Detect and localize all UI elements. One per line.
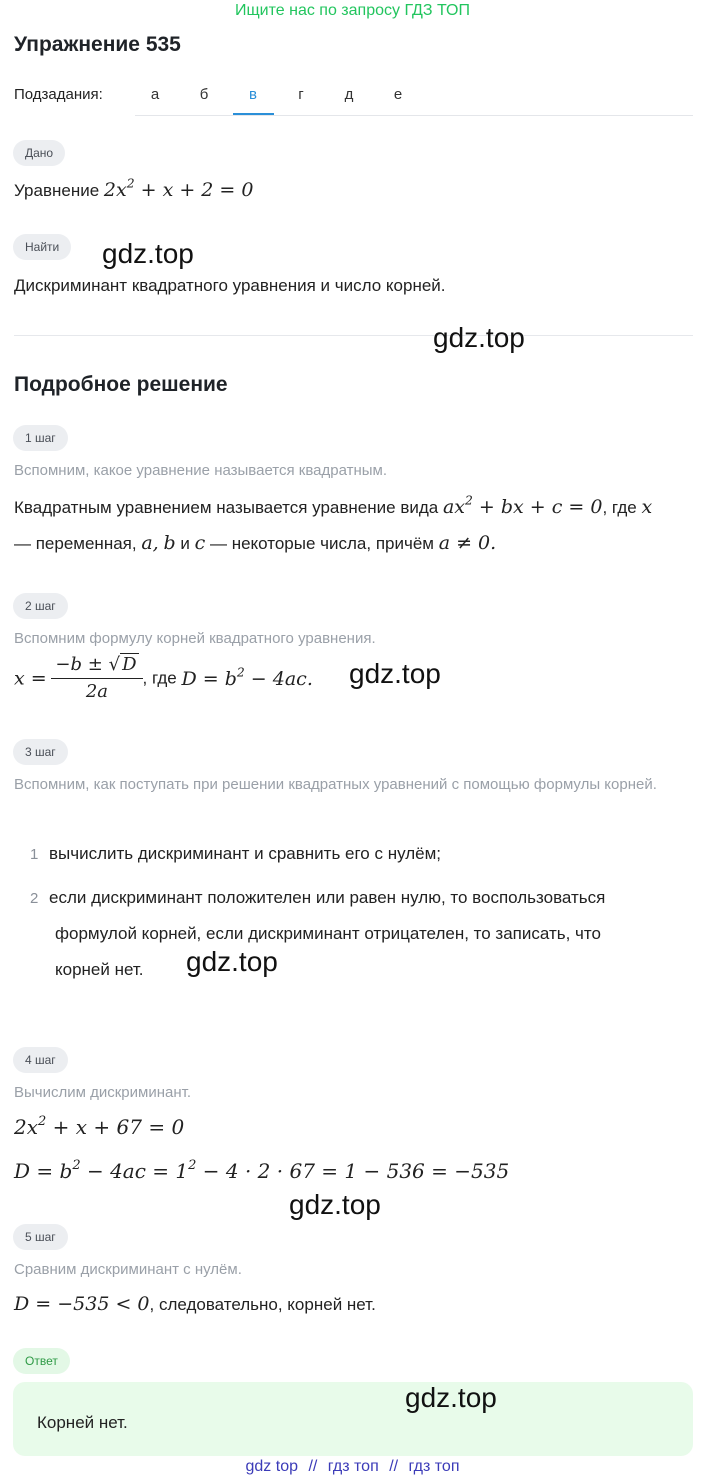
promo-banner: Ищите нас по запросу ГДЗ ТОП — [235, 2, 470, 19]
solution-heading: Подробное решение — [14, 373, 228, 396]
step-1-line-2: — переменная, a, b и c — некоторые числа, причём a ≠ 0. — [14, 532, 497, 554]
tabs-divider — [135, 115, 693, 116]
watermark: gdz.top — [186, 946, 278, 977]
tab-g[interactable]: г — [298, 86, 304, 103]
find-text: Дискриминант квадратного уравнения и число корней. — [14, 276, 446, 295]
watermark: gdz.top — [349, 658, 441, 689]
tab-a[interactable]: а — [150, 86, 160, 103]
footer-link-2[interactable]: гдз топ — [327, 1458, 379, 1475]
step-4-equation: $2x^2 + x + 67 = 0$ — [14, 1113, 185, 1139]
step-5-badge: 5 шаг — [13, 1224, 68, 1250]
step-2-hint: Вспомним формулу корней квадратного уравнения. — [14, 630, 376, 647]
watermark: gdz.top — [289, 1189, 381, 1220]
answer-badge: Ответ — [13, 1348, 70, 1374]
watermark: gdz.top — [102, 238, 194, 269]
step-3-hint: Вспомним, как поступать при решении квадратных уравнений с помощью формулы корней. — [14, 776, 657, 793]
step-3-item-2-line-3: корней нет. — [55, 960, 144, 979]
step-4-discriminant: $D = b^2 - 4ac = 1^2 - 4 \cdot 2 \cdot 67 = 1 - 536 = -535$ — [14, 1157, 510, 1183]
step-4-hint: Вычислим дискриминант. — [14, 1084, 191, 1101]
step-2-badge: 2 шаг — [13, 593, 68, 619]
page-title: Упражнение 535 — [14, 33, 181, 56]
tab-e[interactable]: е — [393, 86, 403, 103]
active-tab-underline — [233, 113, 274, 115]
footer-link-1[interactable]: gdz top — [245, 1458, 298, 1475]
step-5-conclusion: D = −535 < 0, следовательно, корней нет. — [14, 1293, 376, 1315]
step-1-hint: Вспомним, какое уравнение называется квадратным. — [14, 462, 388, 479]
footer-separator: // — [308, 1458, 318, 1475]
step-1-line-1: Квадратным уравнением называется уравнение вида $ax^2$ + bx + c = 0, где x — [14, 493, 653, 518]
step-3-item-1: вычислить дискриминант и сравнить его с нулём; — [49, 844, 442, 863]
tab-v[interactable]: в — [249, 86, 257, 103]
step-2-formula: x = $\frac{-b \pm √ D}{2a}$ , где $D = b^2 - 4ac$. — [14, 654, 313, 702]
step-3-item-2-line-1: если дискриминант положителен или равен нулю, то воспользоваться — [49, 888, 606, 907]
watermark: gdz.top — [433, 322, 525, 353]
footer-links — [0, 1458, 705, 1476]
step-3-item-2-number: 2 — [30, 890, 39, 907]
section-divider — [14, 335, 693, 336]
tab-d[interactable]: д — [344, 86, 354, 103]
step-3-badge: 3 шаг — [13, 739, 68, 765]
step-3-item-1-number: 1 — [30, 846, 39, 863]
given-badge: Дано — [13, 140, 65, 166]
find-badge: Найти — [13, 234, 71, 260]
tab-b[interactable]: б — [199, 86, 209, 103]
footer-separator: // — [389, 1458, 399, 1475]
step-5-hint: Сравним дискриминант с нулём. — [14, 1261, 242, 1278]
subtasks-label: Подзадания: — [14, 86, 103, 103]
step-1-badge: 1 шаг — [13, 425, 68, 451]
given-equation: Уравнение $2x^2 + x + 2 = 0$ — [14, 176, 254, 201]
step-3-item-2-line-2: формулой корней, если дискриминант отрицателен, то записать, что — [55, 924, 601, 943]
step-4-badge: 4 шаг — [13, 1047, 68, 1073]
footer-link-3[interactable]: гдз топ — [408, 1458, 460, 1475]
answer-text: Корней нет. — [37, 1413, 128, 1432]
watermark: gdz.top — [405, 1382, 497, 1413]
